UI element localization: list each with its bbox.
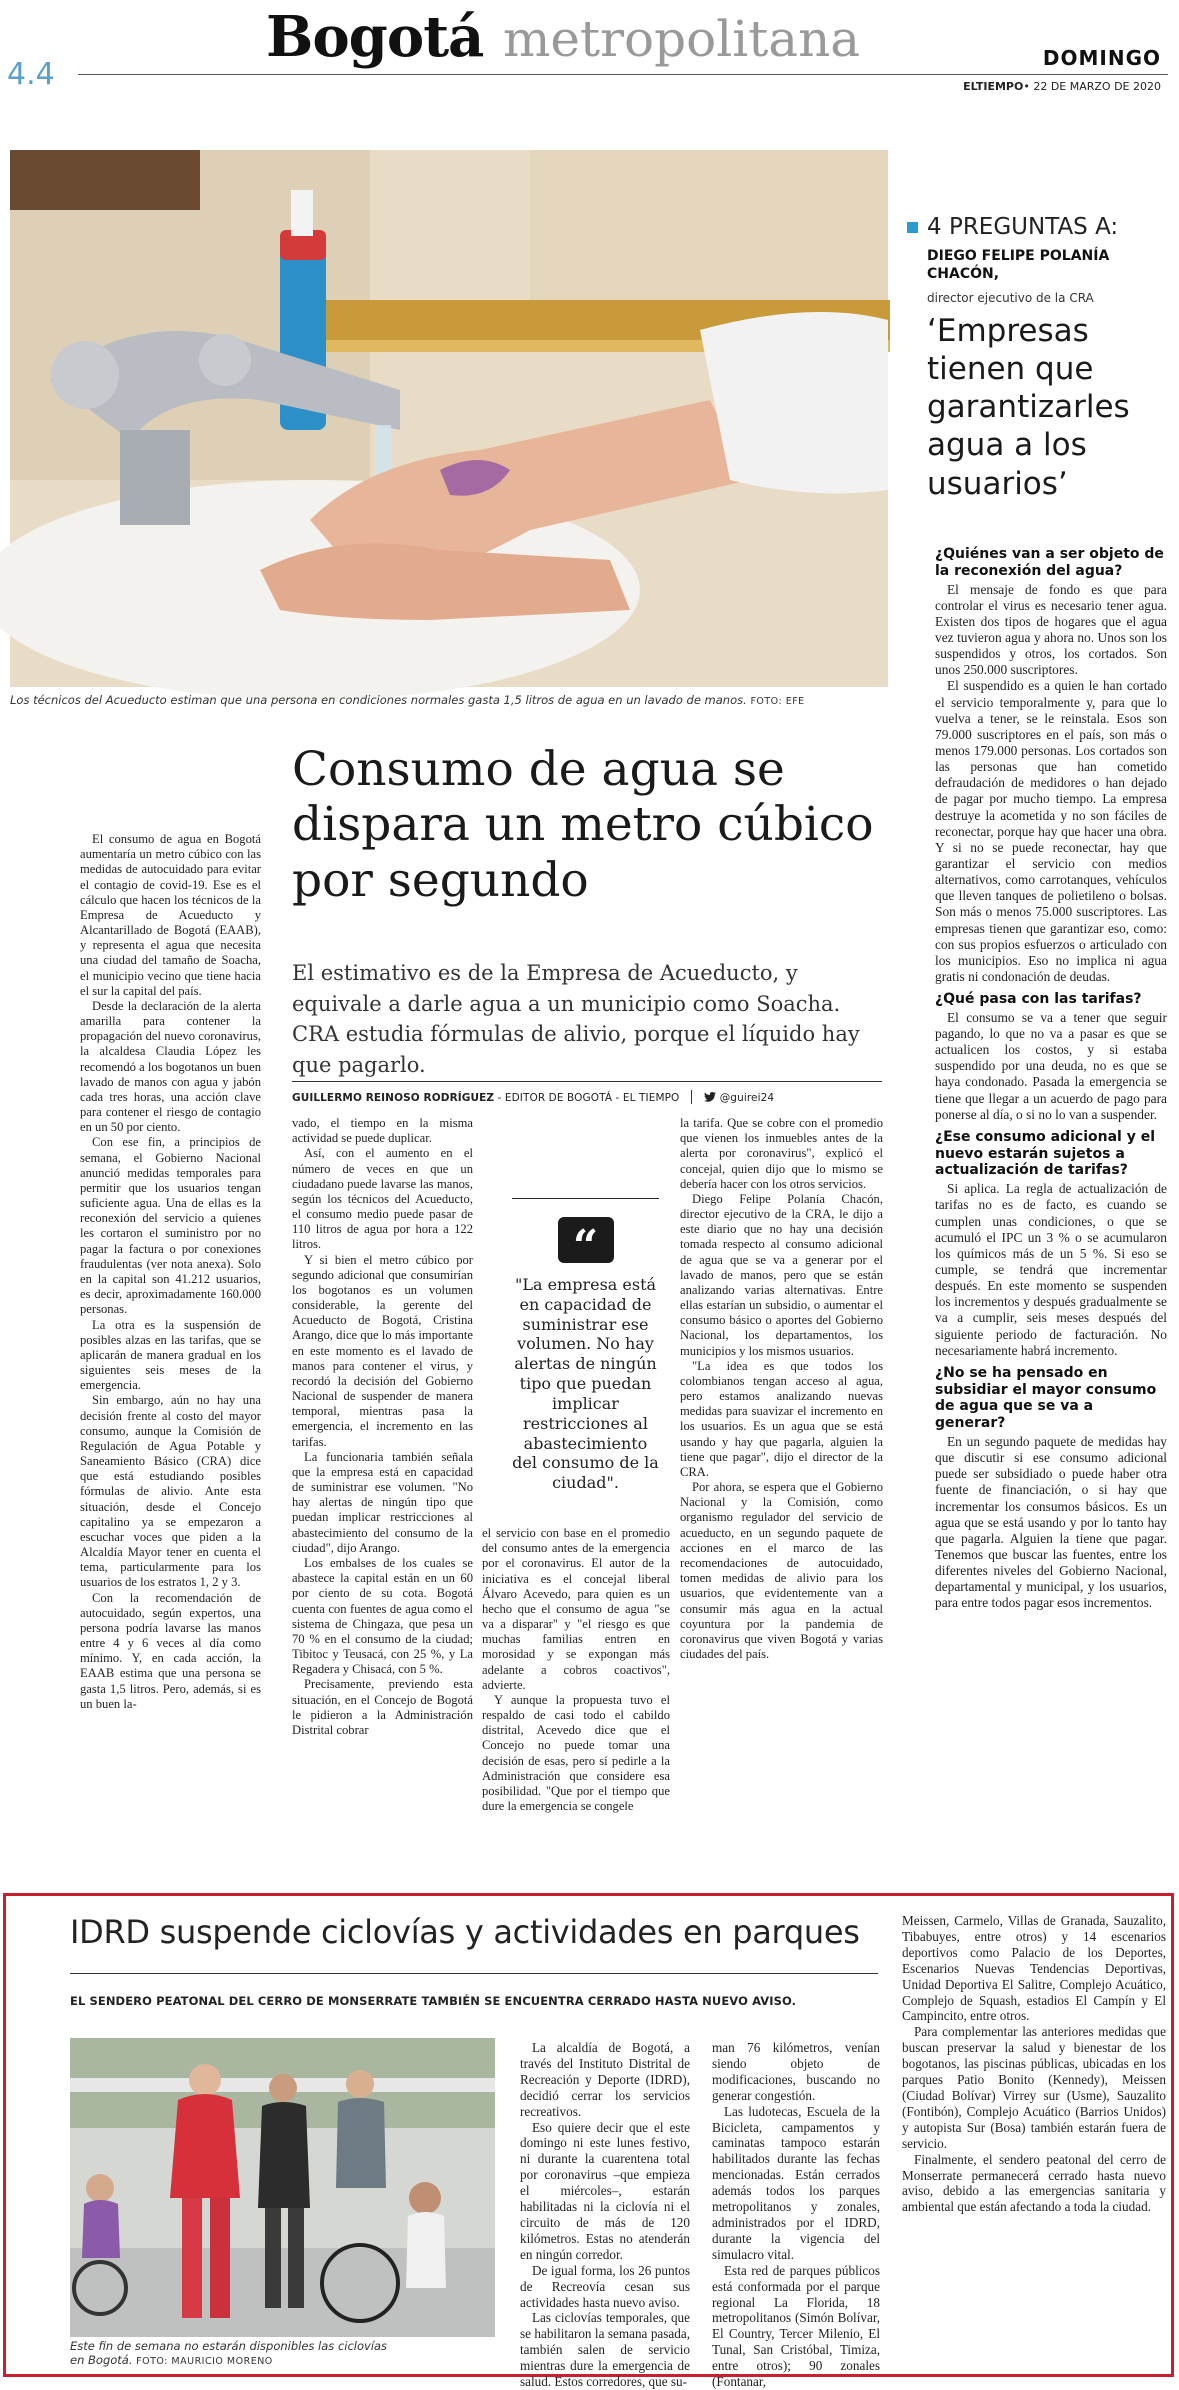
main-column-2 (292, 1116, 473, 1738)
interview-qa (935, 540, 1167, 1612)
main-deck: El estimativo es de la Empresa de Acueducto, y equivale a darle agua a un municipio como Soacha. CRA estudia fórmulas de alivio, porque el líquido hay que pagarlo. (292, 961, 860, 1077)
paragraph: Desde la declaración de la alerta amarilla para contener la propagación del nuevo coronavirus, la alcaldesa Claudia López les recomendó a los bogotanos un buen lavado de manos con agua y jabón cada tres horas, una acción clave para contener el riesgo de contagio en un 50 por ciento. (80, 998, 261, 1135)
main-column-4 (680, 1116, 883, 1662)
weekday: DOMINGO (1042, 46, 1161, 70)
page-number: 4.4 (7, 57, 55, 92)
question: ¿Qué pasa con las tarifas? (935, 991, 1142, 1008)
box-photo-caption (70, 2340, 400, 2368)
paper-name: ELTIEMPO (963, 80, 1024, 93)
paragraph: La alcaldía de Bogotá, a través del Instituto Distrital de Recreación y Deporte (IDRD), decidió cerrar los servicios recreativos. (520, 2040, 690, 2119)
box-caption-text: Este fin de semana no estarán disponibles las ciclovías en Bogotá. (70, 2339, 388, 2367)
paragraph: Por ahora, se espera que el Gobierno Nacional y la Comisión, como organismo regulador del servicio de acueducto, en un segundo paquete de acciones en el marco de las recomendaciones de autocuidado, tomen medidas de alivio para los usuarios, que evidentemente van a consumir más agua en la actual coyuntura por la pandemia de coronavirus que viven Bogotá y varias ciudades del país. (680, 1480, 883, 1662)
question: ¿Quiénes van a ser objeto de la reconexión del agua? (935, 546, 1164, 579)
masthead (0, 0, 1179, 93)
answer: Si aplica. La regla de actualización de tarifas no es de facto, es cuando se cumplen unas condiciones, o que se acumuló el IPC un 3 % o se acumularon los químicos más de un 5 %. Si eso se cumple, se tendrá que incrementar después. En este momento se suspenden los incrementos y después gradualmente se va a cumplir, seis meses después del siguiente periodo de facturación. No necesariamente habrá incremento. (935, 1181, 1167, 1358)
paragraph: El consumo de agua en Bogotá aumentaría un metro cúbico con las medidas de autocuidado para evitar el contagio de covid-19. Ese es el cálculo que hacen los técnicos de la Empresa de Acueducto y Alcantarillado de Bogotá (EAAB), y representa el agua que necesita una ciudad del tamaño de Soacha, el municipio vecino que tiene hacia el sur la capital del país. (80, 832, 261, 998)
masthead-rule (78, 74, 1168, 75)
paragraph: Los embalses de los cuales se abastece la capital están en un 60 por ciento de su cota. Bogotá cuenta con fuentes de agua como el sistema de Chingaza, que pesa un 70 % en el consumo de la ciudad; Tibitoc y Teusacá, con 25 %, y La Regadera y Chisacá, con 5 %. (292, 1555, 473, 1677)
dateline (963, 80, 1161, 93)
pull-quote (512, 1198, 659, 1493)
quote-rule (512, 1198, 659, 1199)
section-subtitle: metropolitana (503, 10, 861, 68)
byline-handle: @guirei24 (719, 1092, 775, 1104)
section-title: Bogotá (266, 4, 484, 70)
main-headline: Consumo de agua se dispara un metro cúbico por segundo (292, 742, 874, 908)
main-column-1 (80, 832, 261, 1712)
sidebar-label: 4 PREGUNTAS A: (927, 214, 1119, 240)
pull-quote-text: "La empresa está en capacidad de suministrar ese volumen. No hay alertas de ningún tipo que puedan implicar restricciones al abastecimiento del consumo de la ciudad". (512, 1275, 659, 1493)
paragraph: Las ludotecas, Escuela de la Bicicleta, campamentos y caminatas tampoco estarán habilitados durante las fechas mencionadas. Están cerrados además todos los parques metropolitanos y zonales, administrados por el IDRD, durante la vigencia del simulacro vital. (712, 2103, 880, 2262)
interviewee-role: director ejecutivo de la CRA (927, 291, 1094, 305)
paragraph: vado, el tiempo en la misma actividad se puede duplicar. (292, 1116, 473, 1146)
paragraph: Y si bien el metro cúbico por segundo adicional que consumirían los bogotanos es un volumen considerable, la gerente del Acueducto de Bogotá, Cristina Arango, dice que lo más importante en este momento es el lavado de manos para contener el virus, y recordó la decisión del Gobierno Nacional de suspender de manera temporal, mientras pasa la emergencia, el incremento en las tarifas. (292, 1252, 473, 1449)
quote-icon: “ (558, 1217, 614, 1263)
paragraph: La otra es la suspensión de posibles alzas en las tarifas, que se aplicarán de manera gradual en los siguientes seis meses de la emergencia. (80, 1317, 261, 1393)
box-deck: EL SENDERO PEATONAL DEL CERRO DE MONSERRATE TAMBIÉN SE ENCUENTRA CERRADO HASTA NUEVO AVISO. (70, 1994, 797, 2008)
box-headline: IDRD suspende ciclovías y actividades en parques (70, 1913, 860, 1951)
paragraph: La funcionaria también señala que la empresa está en capacidad de suministrar ese volumen. "No hay alertas de ningún tipo que puedan implicar restricciones al abastecimiento del consumo de la ciudad", dijo Arango. (292, 1449, 473, 1555)
twitter-icon (704, 1092, 716, 1102)
paragraph: el servicio con base en el promedio del consumo antes de la emergencia por el coronavirus. El autor de la iniciativa es el concejal liberal Álvaro Acevedo, para quien es un hecho que el consumo de agua "se va a disparar" y "el riesgo es que muchas familias entren en morosidad y se expongan más adelante a cobros coactivos", advierte. (482, 1526, 670, 1692)
box-column-2 (712, 2040, 880, 2390)
paragraph: Precisamente, previendo esta situación, en el Concejo de Bogotá le pidieron a la Administración Distrital cobrar (292, 1677, 473, 1737)
paragraph: Esta red de parques públicos está conformada por el parque regional La Florida, 18 metropolitanos (Simón Bolívar, El Country, Tercer Milenio, El Tunal, San Cristóbal, Timiza, entre otros); 90 zonales (Fontanar, (712, 2262, 880, 2390)
cyclists-illustration (70, 2038, 495, 2337)
paragraph: Eso quiere decir que el este domingo ni este lunes festivo, ni durante la cuarentena total por coronavirus –que empieza el miércoles–, estarán habilitadas ni la ciclovía ni el circuito de más de 120 kilómetros. Estas no atenderán en ningún corredor. (520, 2119, 690, 2262)
byline-divider (691, 1090, 692, 1104)
handwashing-illustration (10, 150, 888, 687)
main-column-3 (482, 1526, 670, 1814)
paragraph: Para complementar las anteriores medidas que buscan preservar la salud y bienestar de los bogotanos, las piscinas públicas, ubicadas en los parques Patio Bonito (Kennedy), Meissen (Ciudad Bolívar) Virrey sur (Usme), Sauzalito (Fontibón), Complejo Acuático (Barrios Unidos) y autopista Sur (Bosa) también estarán fuera de servicio. (902, 2024, 1166, 2151)
box-column-3 (902, 1913, 1166, 2215)
sidebar-headline: ‘Empresas tienen que garantizarles agua a los usuarios’ (927, 313, 1130, 502)
paragraph: la tarifa. Que se cobre con el promedio que vienen los inmuebles antes de la alerta por coronavirus", explicó el concejal, quien dijo que lo mismo se debería hacer con los otros servicios. (680, 1116, 883, 1191)
answer: El consumo se va a tener que seguir pagando, lo que no va a pasar es que se actualicen los costos, y si estaba suspendido por una deuda, no es que se haya condonado. Pasada la emergencia se tiene que llegar a un acuerdo de pago para ponerse al día, o si no lo van a suspender. (935, 1009, 1167, 1122)
byline-role: - EDITOR DE BOGOTÁ - EL TIEMPO (494, 1092, 680, 1104)
paragraph: Así, con el aumento en el número de veces en que un ciudadano puede lavarse las manos, según los técnicos del Acueducto, el consumo medio puede pasar de 110 litros de agua por hora a 122 litros. (292, 1146, 473, 1252)
paragraph: man 76 kilómetros, venían siendo objeto de modificaciones, buscando no generar congestión. (712, 2040, 880, 2103)
paragraph: Con la recomendación de autocuidado, según expertos, una persona podría lavarse las manos entre 4 y 6 veces al día como mínimo. Y, en cada acción, la EAAB estima que una persona se gasta 1,5 litros. Pero, además, si es un buen la- (80, 1590, 261, 1711)
box-rule (70, 1973, 878, 1974)
photo-caption (10, 693, 888, 707)
answer: El mensaje de fondo es que para controlar el virus es necesario tener agua. Existen dos tipos de hogares que el agua vez tuvieron agua y ahora no. Unos son los suspendidos y otros, los cortados. Son unos 250.000 suscriptores. (935, 581, 1167, 678)
paragraph: Finalmente, el sendero peatonal del cerro de Monserrate permanecerá cerrado hasta nuevo aviso, debido a las emergencias sanitaria y ambiental que están afectando a toda la ciudad. (902, 2151, 1166, 2215)
paragraph: "La idea es que todos los colombianos tengan acceso al agua, pero estamos analizando nuevas medidas para suavizar el incremento en los usuarios. Es un agua que se está usando y hay que pagarla, alguien la tiene que pagar", dijo el director de la CRA. (680, 1358, 883, 1479)
box-photo-credit: FOTO: MAURICIO MORENO (136, 2355, 273, 2367)
cyclists-photo (70, 2038, 495, 2337)
photo-credit: FOTO: EFE (750, 696, 805, 707)
byline-name: GUILLERMO REINOSO RODRÍGUEZ (292, 1092, 495, 1104)
question: ¿Ese consumo adicional y el nuevo estarán sujetos a actualización de tarifas? (935, 1128, 1156, 1179)
paragraph: Con ese fin, a principios de semana, el Gobierno Nacional anunció medidas temporales para permitir que los usuarios tengan suficiente agua. Una de ellas es la reconexión del servicio a quienes les cortaron el suministro por no pagar la factura o por conexiones fraudulentas (ver nota anexa). Solo en la capital son 41.212 usuarios, es decir, aproximadamente 160.000 personas. (80, 1135, 261, 1317)
byline (292, 1081, 882, 1103)
handwashing-photo (10, 150, 888, 687)
answer: El suspendido es a quien le han cortado el servicio temporalmente y, para que lo vuelva a tener, se le reinstala. Esos son 79.000 suscriptores en el país, son más o menos 179.000 personas. Los cortados son las personas que han cometido defraudación de medidores o han dejado de pagar por mucho tiempo. La empresa destruye la acometida y no son fáciles de reconectar, porque hay que hacer una obra. Y si no se puede reconectar, hay que garantizar el servicio con medios alternativos, como carrotanques, vehículos que lleven tanques de polietileno o bolsas. Son más o menos 75.000 suscriptores. Las empresas tienen que garantizar eso, como: con sus propios esfuerzos o articulado con los municipios. Eso no implica ni agua gratis ni condonación de deudas. (935, 678, 1167, 984)
label-square-icon (907, 222, 918, 233)
paragraph: De igual forma, los 26 puntos de Recreovía cesan sus actividades hasta nuevo aviso. (520, 2262, 690, 2310)
interviewee-name: DIEGO FELIPE POLANÍA CHACÓN, (927, 248, 1110, 282)
box-column-1 (520, 2040, 690, 2390)
answer: En un segundo paquete de medidas hay que discutir si ese consumo adicional puede ser subsidiado o puede haber otra fuente de financiación, o si hay que incrementar los consumos básicos. Es un agua que se está usando y por lo tanto hay que pagarla. Alguien la tiene que pagar. Tenemos que buscar las fuentes, entre los diferentes niveles del Gobierno Nacional, departamental y municipal, y los usuarios, para entre todos pagar esos incrementos. (935, 1434, 1167, 1611)
paragraph: Las ciclovías temporales, que se habilitaron la semana pasada, también salen de servicio mientras dure la emergencia de salud. Estos corredores, que su- (520, 2310, 690, 2390)
paragraph: Diego Felipe Polanía Chacón, director ejecutivo de la CRA, le dijo a este diario que no hay una decisión tomada respecto al consumo adicional de agua que se va a generar por el lavado de manos, pero que se están analizando varias alternativas. Entre ellas estarían un subsidio, o aumentar el consumo básico o aportes del Gobierno Nacional, los departamentos, los municipios y los mismos usuarios. (680, 1191, 883, 1358)
photo-caption-text: Los técnicos del Acueducto estiman que una persona en condiciones normales gasta 1,5 litros de agua en un lavado de manos. (10, 693, 747, 707)
paragraph: Y aunque la propuesta tuvo el respaldo de casi todo el cabildo distrital, Acevedo dice que el Concejo no puede tomar una decisión de esas, pero sí pedirle a la Administración que considere esa posibilidad. "Que por el tiempo que dure la emergencia se congele (482, 1692, 670, 1814)
date-text: • 22 DE MARZO DE 2020 (1023, 80, 1161, 93)
paragraph: Meissen, Carmelo, Villas de Granada, Sauzalito, Tibabuyes, entre otros) y 14 escenarios deportivos como Palacio de los Deportes, Escenarios Nuevas Tendencias Deportivas, Unidad Deportiva El Salitre, Complejo Acuático, Complejo de Squash, estadios El Campín y El Campincito, entre otros. (902, 1913, 1166, 2024)
paragraph: Sin embargo, aún no hay una decisión frente al costo del mayor consumo, aunque la Comisión de Regulación de Agua Potable y Saneamiento Básico (CRA) dice que está estudiando posibles fórmulas de alivio. Ante esta situación, desde el Concejo capitalino ya se empezaron a escuchar voces que piden a la Alcaldía Mayor tener en cuenta el tema, particularmente para los usuarios de los estratos 1, 2 y 3. (80, 1393, 261, 1590)
question: ¿No se ha pensado en subsidiar el mayor consumo de agua que se va a generar? (935, 1364, 1157, 1432)
